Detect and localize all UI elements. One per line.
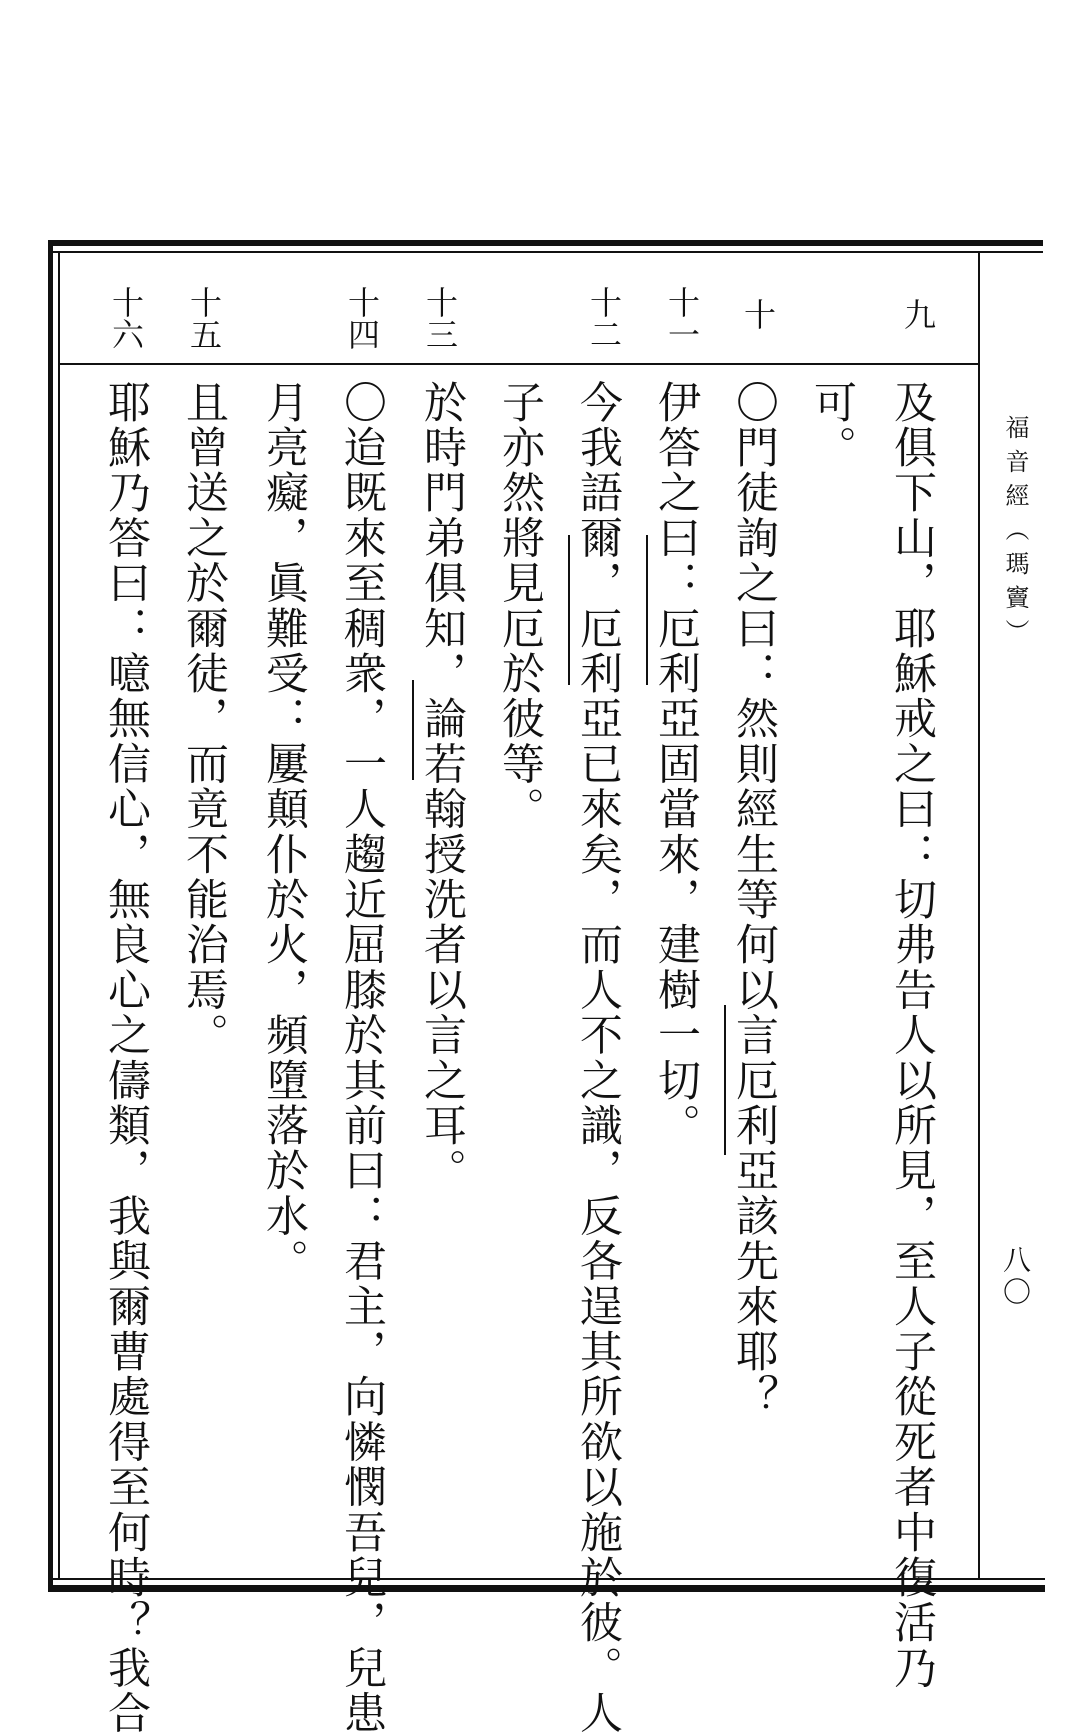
verse-number: 十 (739, 298, 777, 330)
text-column: 及俱下山，耶穌戒之曰：切弗告人以所見，至人子從死者中復活乃 (887, 380, 937, 1691)
verse-number: 十五 (185, 286, 223, 350)
page-number: 八〇 (999, 1245, 1032, 1309)
verse-number: 十一 (663, 286, 701, 350)
text-column: 〇迨既來至稠衆，一人趨近屈膝於其前曰：君主，向憐憫吾兒，兒患 (337, 380, 387, 1736)
proper-name-mark (724, 1005, 726, 1155)
verse-number: 十三 (421, 286, 459, 350)
text-column: 於時門弟俱知，論若翰授洗者以言之耳。 (417, 380, 467, 1194)
verse-number-divider (60, 363, 978, 365)
frame-top-rule (48, 240, 1043, 246)
frame-top-inner-rule (48, 251, 1043, 253)
frame-left-inner-rule (58, 251, 60, 1580)
verse-number: 九 (899, 298, 937, 330)
proper-name-mark (646, 535, 648, 685)
proper-name-mark (568, 535, 570, 685)
text-column: 月亮癡，眞難受：屢顛仆於火，頻墮落於水。 (259, 380, 309, 1284)
text-column: 〇門徒詢之曰：然則經生等何以言厄利亞該先來耶？ (729, 380, 779, 1420)
verse-number: 十四 (343, 286, 381, 350)
text-column: 子亦然將見厄於彼等。 (495, 380, 545, 832)
frame-left-rule (48, 240, 53, 1592)
text-column: 今我語爾，厄利亞已來矣，而人不之識，反各逞其所欲以施於彼。人 (573, 380, 623, 1736)
verse-number: 十六 (107, 286, 145, 350)
text-column: 可。 (807, 380, 857, 471)
text-column: 伊答之曰：厄利亞固當來，建樹一切。 (651, 380, 701, 1149)
proper-name-mark (412, 680, 414, 780)
text-column: 且曾送之於爾徒，而竟不能治焉。 (179, 380, 229, 1058)
text-column: 耶穌乃答曰：噫無信心，無良心之儔類，我與爾曹處得至何時？我合 (101, 380, 151, 1736)
margin-divider (978, 251, 980, 1580)
book-title: 福音經（瑪竇） (1001, 415, 1029, 653)
verse-number: 十二 (585, 286, 623, 350)
